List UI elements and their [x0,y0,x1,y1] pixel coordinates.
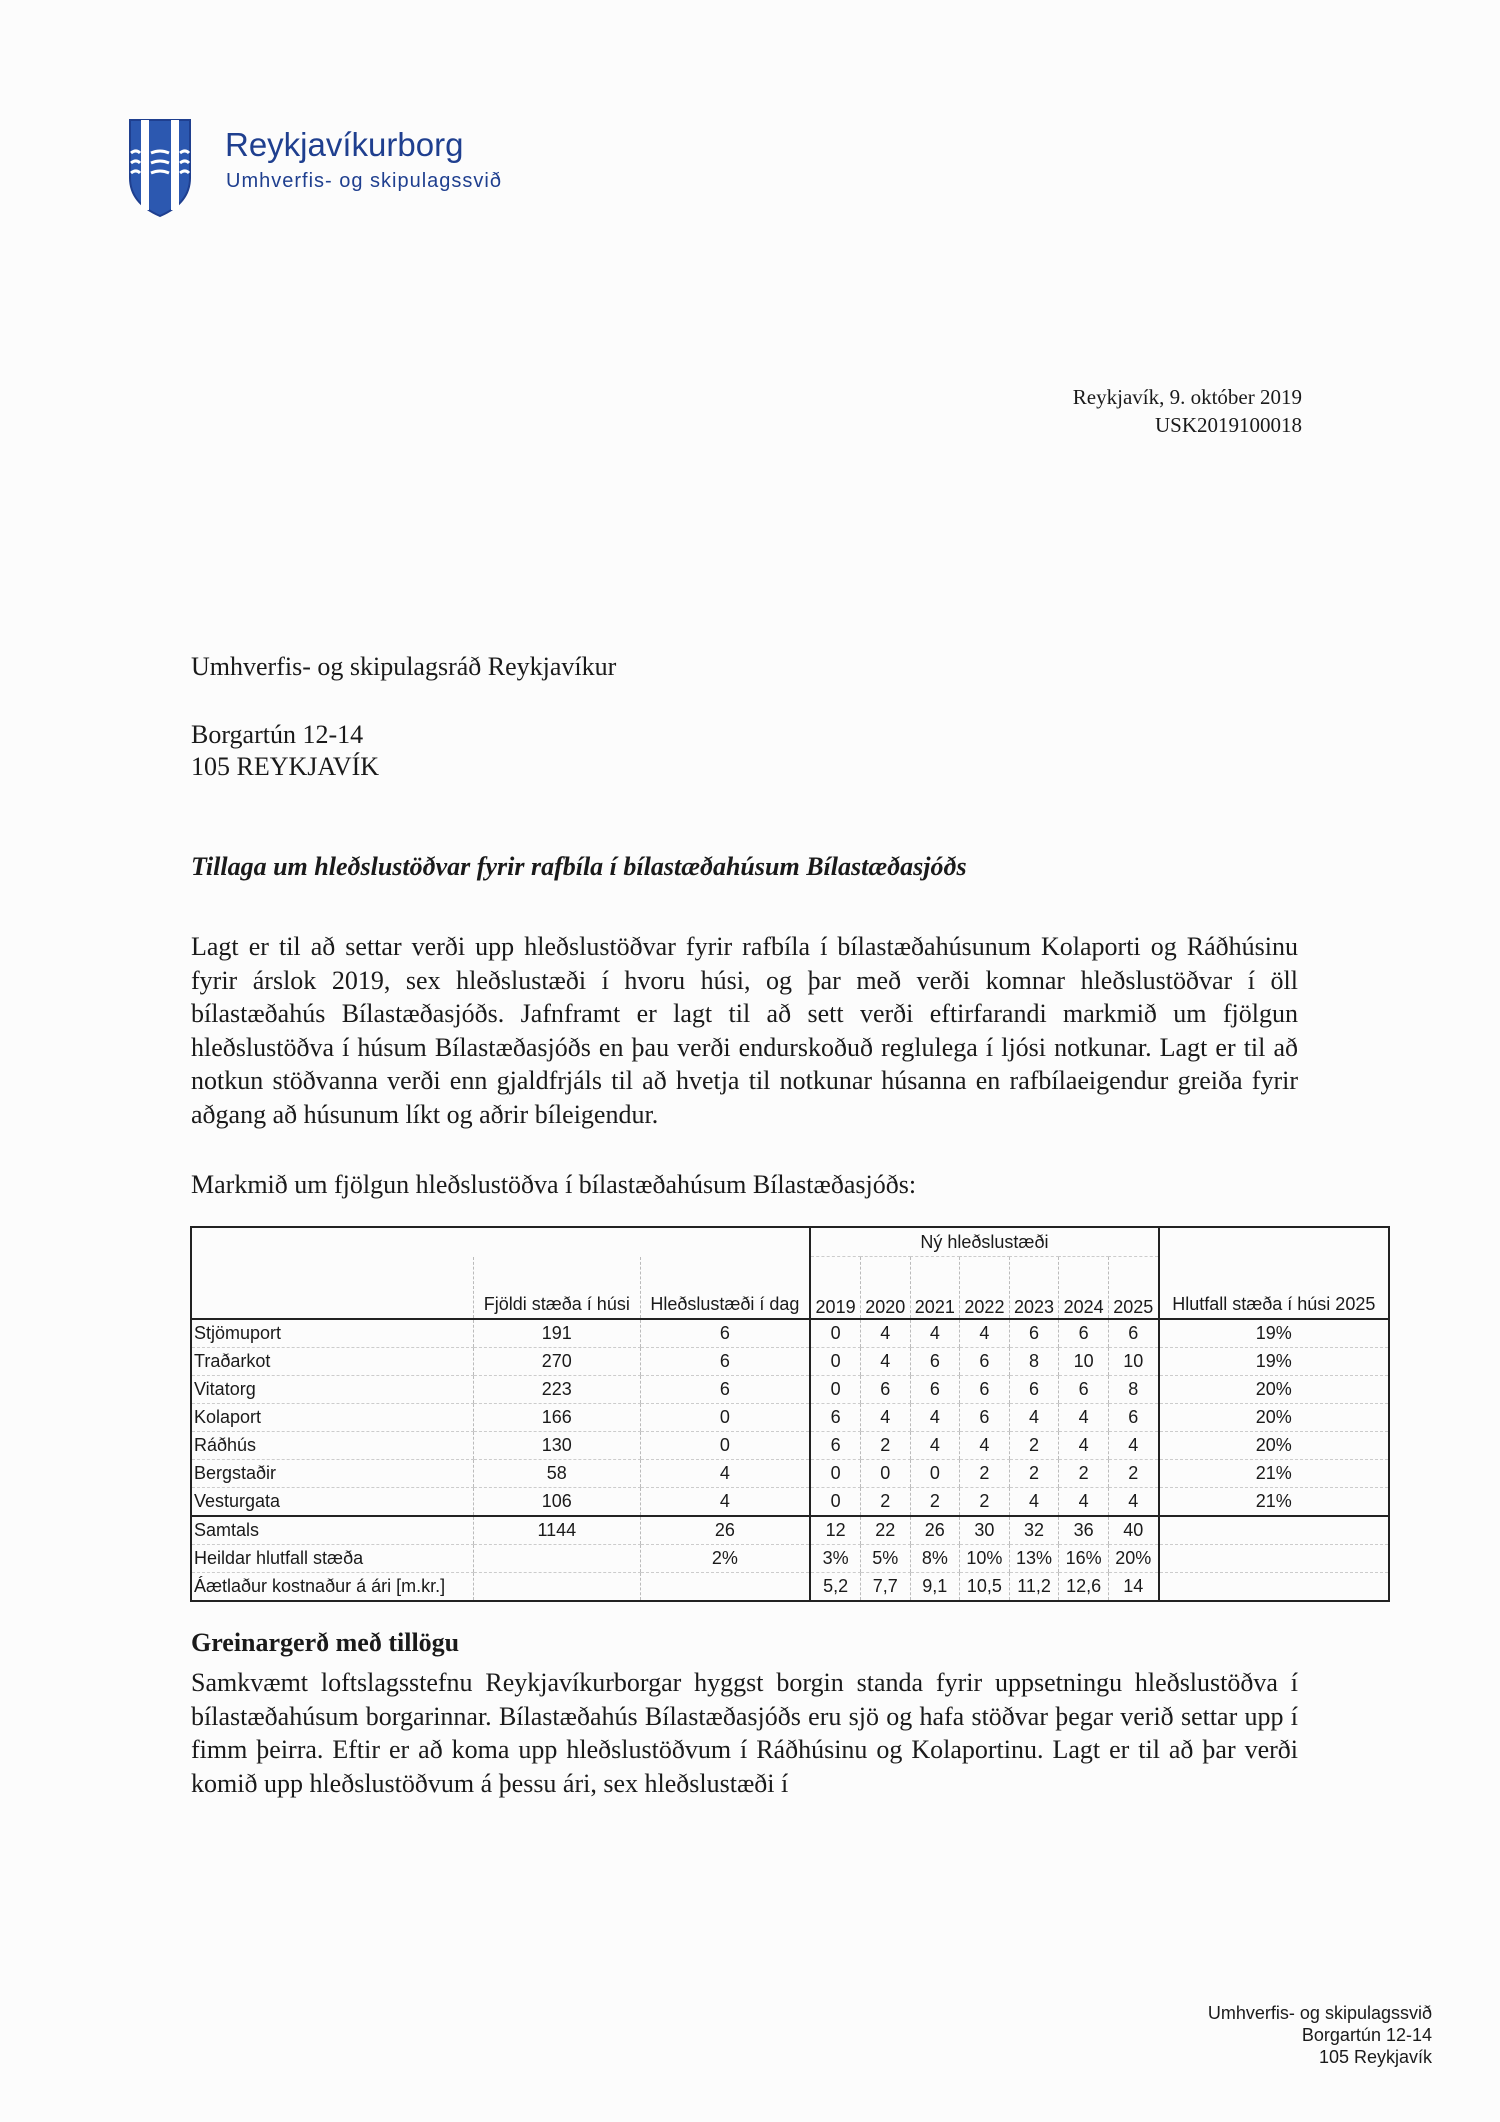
table-cell: 2 [960,1459,1010,1487]
table-cell: 3% [810,1544,860,1572]
footer-department: Umhverfis- og skipulagssvið [1207,2003,1432,2023]
table-cell: 19% [1159,1347,1389,1375]
table-cell: 6 [1059,1375,1109,1403]
table-cell: 2 [910,1487,960,1516]
table-header-row [191,1257,1389,1319]
table-cell: 7,7 [860,1572,910,1601]
table-cell: 2 [1009,1459,1059,1487]
column-header: 2022 [960,1257,1010,1319]
table-cell: 4 [1108,1431,1158,1459]
column-header: Fjöldi stæða í húsi [474,1257,640,1319]
table-cell: 106 [474,1487,640,1516]
table-cell: 6 [960,1347,1010,1375]
table-cell: 4 [860,1403,910,1431]
table-cell: 32 [1009,1516,1059,1545]
table-cell: 6 [810,1431,860,1459]
org-name: Reykjavíkurborg [225,126,464,163]
table-cell: 36 [1059,1516,1109,1545]
table-cell: 20% [1159,1403,1389,1431]
table-cell [1159,1544,1389,1572]
table-cell: 10 [1059,1347,1109,1375]
table-cell: 22 [860,1516,910,1545]
table-cell [474,1572,640,1601]
table-cell: 0 [860,1459,910,1487]
table-cell: 6 [860,1375,910,1403]
table-cell: 14 [1108,1572,1158,1601]
table-cell [1159,1227,1389,1257]
table-cell: 6 [1009,1375,1059,1403]
column-header: 2024 [1059,1257,1109,1319]
table-cell: 20% [1159,1375,1389,1403]
table-cell: 223 [474,1375,640,1403]
section-paragraph [191,1666,1298,1800]
table-cell: 6 [960,1403,1010,1431]
row-label: Kolaport [191,1403,474,1431]
table-cell: 11,2 [1009,1572,1059,1601]
column-header: 2021 [910,1257,960,1319]
group-header: Ný hleðslustæði [810,1227,1158,1257]
column-header: Hleðslustæði í dag [640,1257,810,1319]
row-label: Áætlaður kostnaður á ári [m.kr.] [191,1572,474,1601]
table-cell: 21% [1159,1459,1389,1487]
table-cell: 130 [474,1431,640,1459]
table-cell: 6 [1059,1319,1109,1348]
table-row [191,1516,1389,1545]
date-block [1073,383,1302,439]
column-header: 2023 [1009,1257,1059,1319]
table-cell: 16% [1059,1544,1109,1572]
column-header: 2020 [860,1257,910,1319]
table-cell: 166 [474,1403,640,1431]
table-cell: 0 [810,1375,860,1403]
column-header: 2025 [1108,1257,1158,1319]
table-cell: 4 [1059,1487,1109,1516]
table-cell: 2 [1009,1431,1059,1459]
body-paragraph [191,930,1298,1131]
table-cell: 0 [810,1347,860,1375]
column-header: Hlutfall stæða í húsi 2025 [1159,1257,1389,1319]
row-label: Vesturgata [191,1487,474,1516]
table-cell: 4 [1009,1403,1059,1431]
date: Reykjavík, 9. október 2019 [1072,385,1302,409]
table-cell: 0 [640,1431,810,1459]
table-cell: 4 [910,1403,960,1431]
table-cell: 0 [810,1487,860,1516]
table-cell: 4 [960,1431,1010,1459]
table-row [191,1431,1389,1459]
charging-targets-table [190,1226,1390,1602]
table-cell: 8 [1108,1375,1158,1403]
table-cell: 6 [960,1375,1010,1403]
table-cell: 6 [1108,1403,1158,1431]
table-cell: 6 [1108,1319,1158,1348]
table-row [191,1544,1389,1572]
row-label: Ráðhús [191,1431,474,1459]
section-heading: Greinargerð með tillögu [191,1628,460,1657]
table-row [191,1347,1389,1375]
table-cell: 4 [1059,1403,1109,1431]
table-cell: 20% [1108,1544,1158,1572]
coat-of-arms-logo [128,118,192,218]
table-cell: 21% [1159,1487,1389,1516]
table-cell: 20% [1159,1431,1389,1459]
table-cell: 13% [1009,1544,1059,1572]
table-cell: 26 [910,1516,960,1545]
table-cell: 2 [1108,1459,1158,1487]
table-cell: 6 [640,1347,810,1375]
column-header: 2019 [810,1257,860,1319]
table-row [191,1487,1389,1516]
table-cell: 40 [1108,1516,1158,1545]
table-cell: 4 [960,1319,1010,1348]
table-cell: 6 [810,1403,860,1431]
table-cell: 19% [1159,1319,1389,1348]
row-label: Samtals [191,1516,474,1545]
table-cell: 10,5 [960,1572,1010,1601]
table-cell: 26 [640,1516,810,1545]
table-cell: 6 [640,1319,810,1348]
table-group-header-row [191,1227,1389,1257]
table-cell: 12,6 [1059,1572,1109,1601]
table-cell: 191 [474,1319,640,1348]
table-cell: 4 [1059,1431,1109,1459]
footer-street: Borgartún 12-14 [1301,2025,1432,2045]
table-cell: 6 [1009,1319,1059,1348]
section-text: Samkvæmt loftslagsstefnu Reykjavíkurborgar hyggst borgin standa fyrir uppsetningu hleðslustöðva í bílastæðahúsum borgarinnar. Bílastæðahús Bílastæðasjóðs eru sjö og hafa stöðvar þegar verið settar upp í fimm þeirra. Eftir er að koma upp hleðslustöðvum í Ráðhúsinu og Kolaportinu. Lagt er til að þar verði komið upp hleðslustöðvum á þessu ári, sex hleðslustæði í [191,1668,1298,1798]
recipient-street: Borgartún 12-14 [191,720,364,749]
table-cell: 2 [860,1431,910,1459]
table-row [191,1403,1389,1431]
table-cell: 270 [474,1347,640,1375]
department-name: Umhverfis- og skipulagssvið [226,170,502,192]
table-cell: 4 [640,1459,810,1487]
table-row [191,1572,1389,1601]
table-cell: 2 [1059,1459,1109,1487]
table-cell: 58 [474,1459,640,1487]
table-cell: 8 [1009,1347,1059,1375]
body-text: Lagt er til að settar verði upp hleðslustöðvar fyrir rafbíla í bílastæðahúsunum Kolaporti og Ráðhúsinu fyrir árslok 2019, sex hleðslustæði í hvoru húsi, og þar með verði komnar hleðslustöðvar í öll bílastæðahús Bílastæðasjóðs. Jafnframt er lagt til að sett verði eftirfarandi markmið um fjölgun hleðslustöðva í húsum Bílastæðasjóðs en þau verði endurskoðuð reglulega í ljósi notkunar. Lagt er til að notkun stöðvanna verði enn gjaldfrjáls til að hvetja til notkunar húsanna en rafbílaeigendur greiða fyrir aðgang að húsunum líkt og aðrir bíleigendur. [191,932,1298,1129]
recipient-name: Umhverfis- og skipulagsráð Reykjavíkur [191,652,617,681]
table-cell: 4 [640,1487,810,1516]
table-cell: 4 [910,1319,960,1348]
row-label: Bergstaðir [191,1459,474,1487]
table-cell: 5% [860,1544,910,1572]
table-cell: 4 [1009,1487,1059,1516]
recipient-city: 105 REYKJAVÍK [191,752,380,781]
footer-city: 105 Reykjavík [1318,2047,1432,2067]
table-cell: 12 [810,1516,860,1545]
table-cell: 0 [640,1403,810,1431]
footer-address [1208,2002,1432,2068]
table-cell: 4 [860,1319,910,1348]
table-row [191,1459,1389,1487]
table-cell: 10% [960,1544,1010,1572]
row-label: Traðarkot [191,1347,474,1375]
table-cell: 4 [1108,1487,1158,1516]
table-cell [1159,1572,1389,1601]
table-cell: 9,1 [910,1572,960,1601]
row-label: Vitatorg [191,1375,474,1403]
table-cell: 0 [910,1459,960,1487]
table-cell: 6 [910,1375,960,1403]
reference-number: USK2019100018 [1154,413,1302,437]
table-cell [1159,1516,1389,1545]
table-cell: 6 [640,1375,810,1403]
table-cell: 4 [910,1431,960,1459]
column-header [191,1257,474,1319]
table-cell: 0 [810,1459,860,1487]
table-cell: 30 [960,1516,1010,1545]
document-title: Tillaga um hleðslustöðvar fyrir rafbíla í bílastæðahúsum Bílastæðasjóðs [191,852,967,881]
table-cell: 4 [860,1347,910,1375]
table-cell: 2 [960,1487,1010,1516]
table-cell: 10 [1108,1347,1158,1375]
row-label: Heildar hlutfall stæða [191,1544,474,1572]
table-cell: 2 [860,1487,910,1516]
table-cell [474,1544,640,1572]
table-cell [191,1227,810,1257]
table-cell [640,1572,810,1601]
table-cell: 0 [810,1319,860,1348]
table-row [191,1319,1389,1348]
table-cell: 8% [910,1544,960,1572]
table-row [191,1375,1389,1403]
table-cell: 1144 [474,1516,640,1545]
table-caption: Markmið um fjölgun hleðslustöðva í bílastæðahúsum Bílastæðasjóðs: [191,1170,917,1199]
row-label: Stjömuport [191,1319,474,1348]
table-cell: 6 [910,1347,960,1375]
table-cell: 5,2 [810,1572,860,1601]
table-cell: 2% [640,1544,810,1572]
